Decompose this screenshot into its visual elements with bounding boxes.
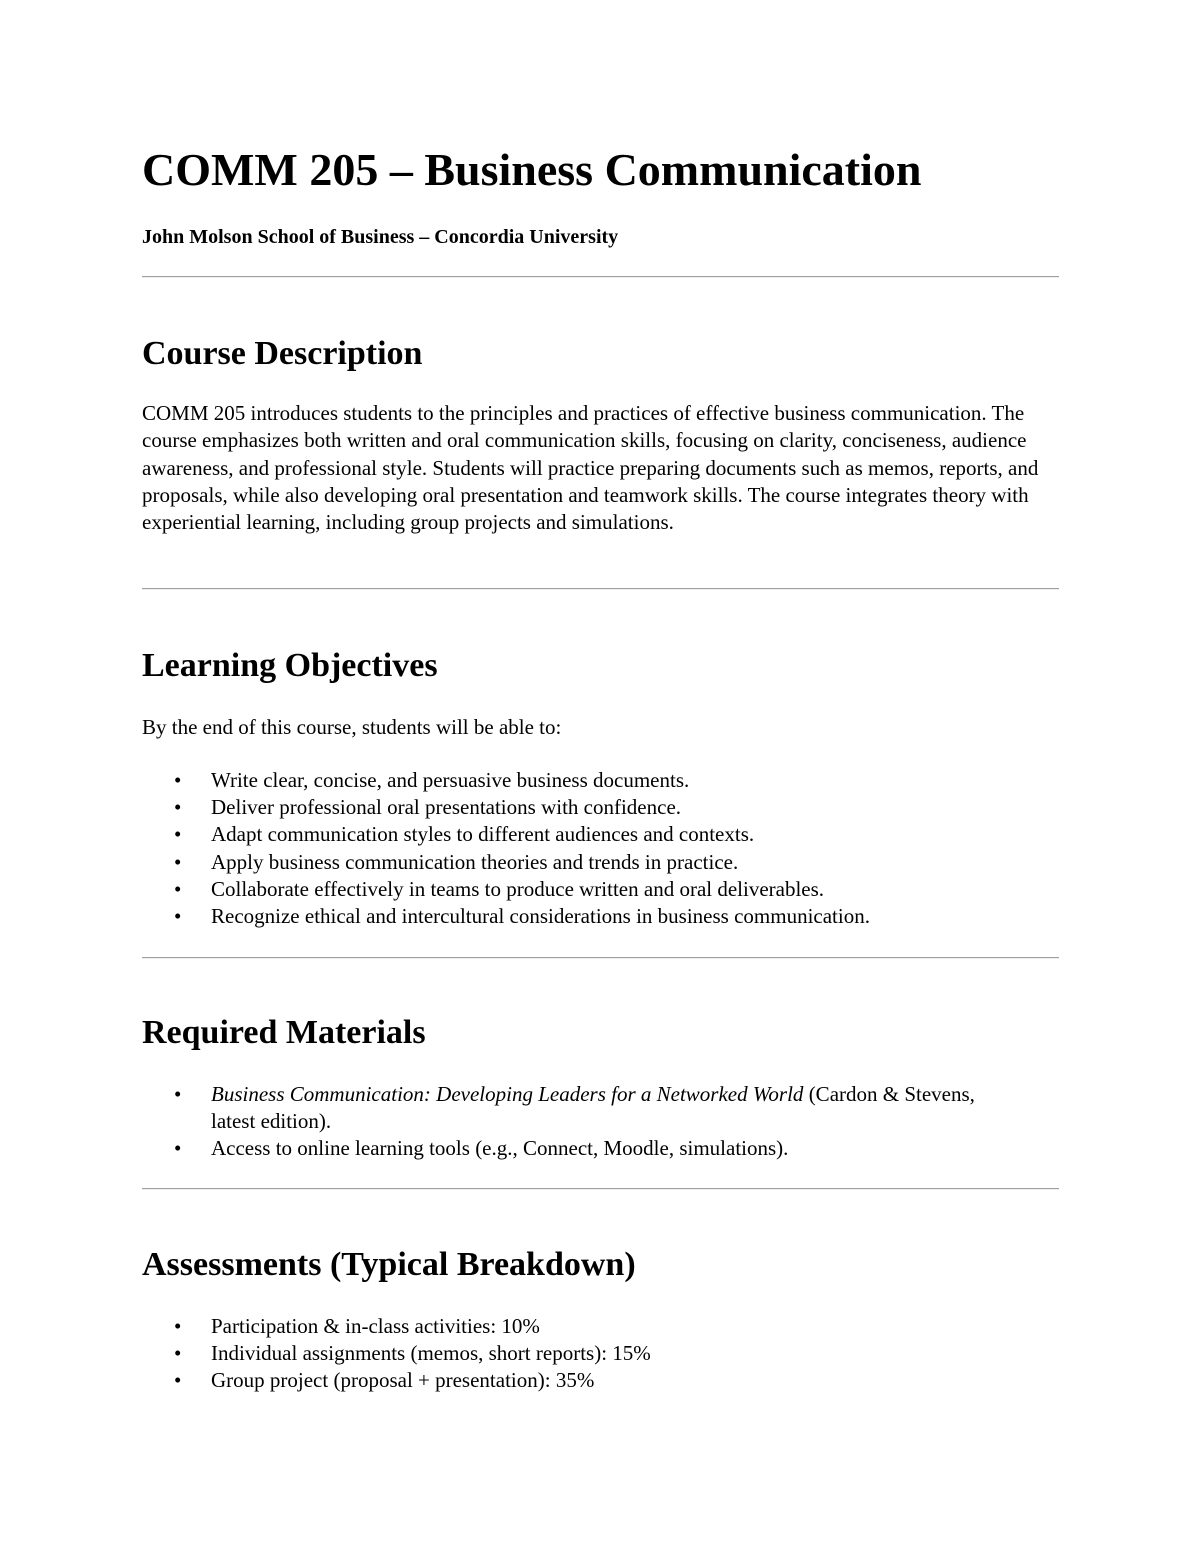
required-materials-heading: Required Materials (142, 1014, 426, 1051)
assessments-heading: Assessments (Typical Breakdown) (142, 1246, 636, 1283)
list-item: • Apply business communication theories and trends in practice. (142, 849, 1059, 876)
divider (142, 957, 1059, 959)
course-description-heading: Course Description (142, 335, 423, 372)
divider (142, 276, 1059, 278)
list-item: • Access to online learning tools (e.g., Connect, Moodle, simulations). (142, 1135, 1002, 1162)
learning-objectives-intro: By the end of this course, students will be able to: (142, 715, 562, 739)
page-title: COMM 205 – Business Communication (142, 144, 922, 195)
list-item: • Recognize ethical and intercultural considerations in business communication. (142, 903, 1059, 930)
list-item: • Individual assignments (memos, short reports): 15% (142, 1340, 1059, 1367)
list-item: • Collaborate effectively in teams to produce written and oral deliverables. (142, 876, 1059, 903)
list-item: • Adapt communication styles to different audiences and contexts. (142, 821, 1059, 848)
list-item: • Write clear, concise, and persuasive business documents. (142, 767, 1059, 794)
textbook-title: Business Communication: Developing Leaders for a Networked World (211, 1082, 804, 1106)
list-item (142, 1081, 1002, 1135)
list-item: • Participation & in-class activities: 10% (142, 1313, 1059, 1340)
learning-objectives-heading: Learning Objectives (142, 647, 438, 684)
assessments-list (142, 1313, 1059, 1395)
list-item: • Group project (proposal + presentation): 35% (142, 1367, 1059, 1394)
page-subtitle: John Molson School of Business – Concordia University (142, 226, 619, 248)
required-materials-list (142, 1081, 1002, 1163)
divider (142, 1188, 1059, 1190)
list-item: • Deliver professional oral presentations with confidence. (142, 794, 1059, 821)
divider (142, 588, 1059, 590)
learning-objectives-list (142, 767, 1059, 930)
textbook-detail: (Cardon & Stevens, latest edition). (211, 1082, 975, 1134)
course-description-text: COMM 205 introduces students to the principles and practices of effective business communication. The course emphasizes both written and oral communication skills, focusing on clarity, conciseness, audience awareness, and professional style. Students will practice preparing documents such as memos, reports, and proposals, while also developing oral presentation and teamwork skills. The course integrates theory with experiential learning, including group projects and simulations. (142, 401, 1039, 535)
